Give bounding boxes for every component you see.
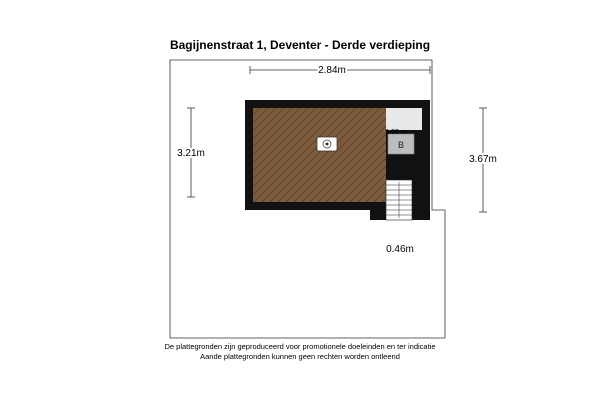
room-floor [253,108,387,202]
room-label-b: B [397,140,405,150]
staircase [386,180,412,220]
appliance-icon [317,137,337,151]
disclaimer-line-1: De plattegronden zijn geproduceerd voor promotionele doeleinden en ter indicatie [164,342,436,351]
disclaimer-line-2: Aande plattegronden kunnen geen rechten worden ontleend [200,352,400,361]
dim-left-height: 3.21m [177,148,205,159]
dim-bottom-gap: 0.46m [386,244,414,255]
dim-top-width: 2.84m [318,65,346,76]
dim-small-label: 1.00 m [385,129,407,136]
storage-box [386,108,422,130]
dim-right-height: 3.67m [469,154,497,165]
plan-title: Bagijnenstraat 1, Deventer - Derde verdieping [169,38,431,52]
